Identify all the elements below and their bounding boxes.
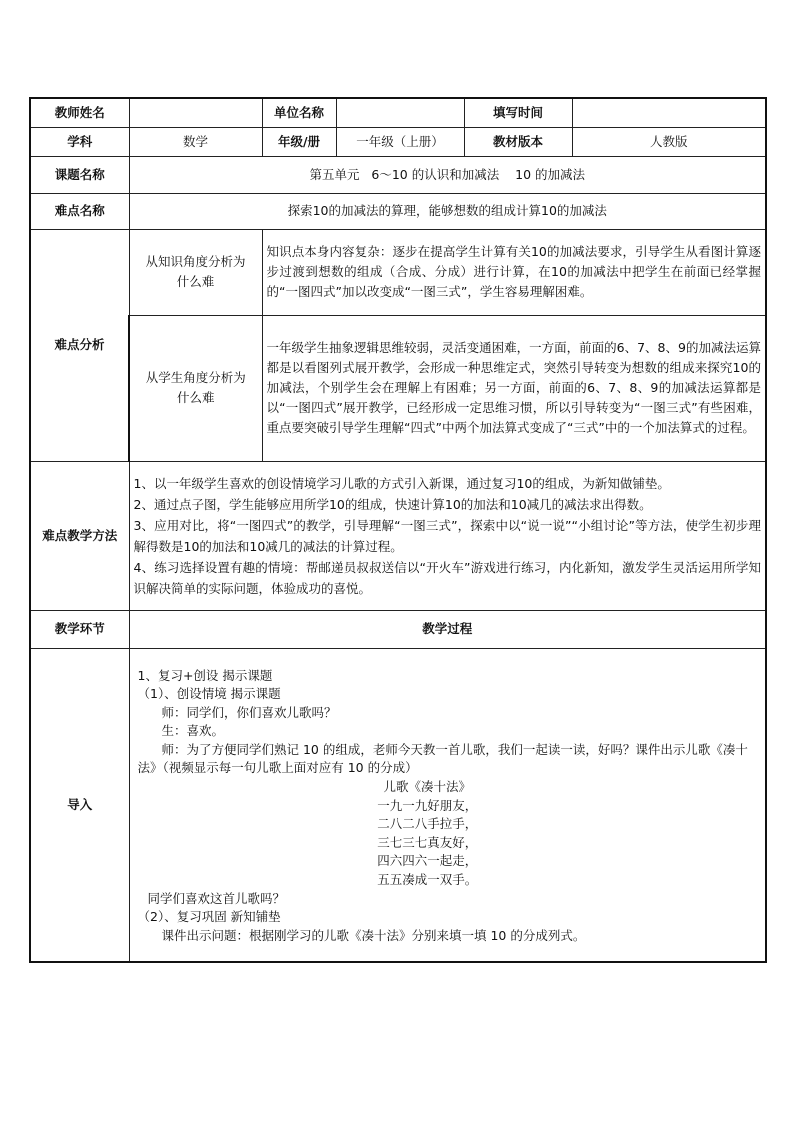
intro-line-12: 同学们喜欢这首儿歌吗？ [147,890,286,906]
lesson-plan-table [29,97,767,963]
intro-row [30,648,766,962]
intro-line-5: 师：为了方便同学们熟记 10 的组成，老师今天教一首儿歌，我们一起读一读，好吗？课件出示儿歌《凑十法》（视频显示每一句儿歌上面对应有 10 的分成） [137,741,748,776]
poem-title: 儿歌《凑十法》 [383,779,471,795]
intro-line-13: （2）、复习巩固 新知铺垫 [137,909,281,925]
teacher-name-value [129,98,262,127]
teacher-name-label: 教师姓名 [30,98,129,127]
stage-label: 教学环节 [30,610,129,648]
poem-line-2: 二八二八手拉手， [377,816,478,832]
intro-line-3: 师：同学们，你们喜欢儿歌吗？ [161,704,337,720]
poem-line-5: 五五凑成一双手。 [377,872,478,888]
textbook-label: 教材版本 [464,127,572,156]
student-angle-label: 从学生角度分析为什么难 [129,315,262,461]
textbook-value: 人教版 [572,127,766,156]
knowledge-angle-label: 从知识角度分析为什么难 [129,229,262,315]
topic-value: 第五单元 6～10 的认识和加减法 10 的加减法 [129,156,766,193]
topic-label: 课题名称 [30,156,129,193]
method-row [30,461,766,610]
analysis-row-student [30,315,766,461]
header-row-1 [30,98,766,127]
method-item-3: 3、应用对比，将“一图四式”的教学，引导理解“一图三式”，探索中以“说一说”“小组讨论”等方法，使学生初步理解得数是10的加法和10减几的减法的计算过程。 [133,517,761,554]
header-row-2 [30,127,766,156]
knowledge-angle-text: 知识点本身内容复杂：逐步在提高学生计算有关10的加减法要求，引导学生从看图计算逐步过渡到想数的组成（合成、分成）进行计算，在10的加减法中把学生在前面已经掌握的“一图四式”加以改变成“一图三式”，学生容易理解困难。 [262,229,766,315]
unit-name-label: 单位名称 [262,98,336,127]
analysis-label: 难点分析 [30,229,129,461]
poem-line-4: 四六四六一起走， [377,853,478,869]
method-label: 难点教学方法 [30,461,129,610]
analysis-row-knowledge [30,229,766,315]
unit-name-value [336,98,464,127]
method-item-2: 2、通过点子图，学生能够应用所学10的组成，快速计算10的加法和10减几的减法求出得数。 [133,496,652,512]
intro-line-14: 课件出示问题：根据刚学习的儿歌《凑十法》分别来填一填 10 的分成列式。 [161,927,586,943]
poem-line-1: 一九一九好朋友， [377,797,478,813]
grade-label: 年级/册 [262,127,336,156]
topic-row [30,156,766,193]
process-label: 教学过程 [129,610,766,648]
intro-line-4: 生：喜欢。 [161,723,225,739]
student-angle-text: 一年级学生抽象逻辑思维较弱，灵活变通困难，一方面，前面的6、7、8、9的加减法运算都是以看图列式展开教学，会形成一种思维定式，突然引导转变为想数的组成来探究10的加减法，个别学生会在理解上有困难；另一方面，前面的6、7、8、9的加减法运算都是以“一图四式”展开教学，已经形成一定思维习惯，所以引导转变为“一图三式”有些困难，重点要突破引导学生理解“四式”中两个加法算式变成了“三式”中的一个加法算式的过程。 [262,315,766,461]
difficulty-row [30,193,766,229]
method-item-1: 1、以一年级学生喜欢的创设情境学习儿歌的方式引入新课，通过复习10的组成，为新知做铺垫。 [133,475,670,491]
subject-value: 数学 [129,127,262,156]
intro-process-content [129,648,766,962]
process-header-row [30,610,766,648]
subject-label: 学科 [30,127,129,156]
poem-line-3: 三七三七真友好， [377,834,478,850]
difficulty-label: 难点名称 [30,193,129,229]
intro-label: 导入 [30,648,129,962]
intro-line-1: 1、复习+创设 揭示课题 [137,667,273,683]
method-list [129,461,766,610]
intro-line-2: （1）、创设情境 揭示课题 [137,686,281,702]
grade-value: 一年级（上册） [336,127,464,156]
difficulty-value: 探索10的加减法的算理，能够想数的组成计算10的加减法 [129,193,766,229]
fill-time-label: 填写时间 [464,98,572,127]
method-item-4: 4、练习选择设置有趣的情境：帮邮递员叔叔送信以“开火车”游戏进行练习，内化新知，激发学生灵活运用所学知识解决简单的实际问题，体验成功的喜悦。 [133,559,761,596]
fill-time-value [572,98,766,127]
